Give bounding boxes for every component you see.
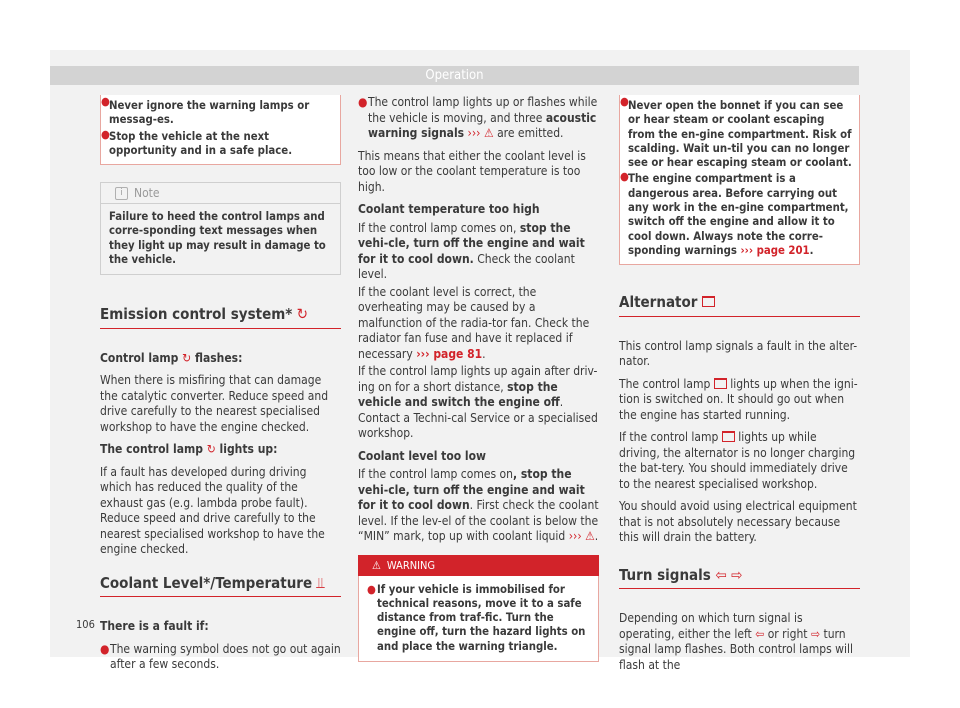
paragraph: If the control lamp comes on, stop the vehi-cle, turn off the engine and wait for it to cool down. Check the coolant level. — [358, 220, 585, 281]
cross-ref-arrows: ››› — [568, 529, 582, 543]
warning-triangle-icon: ⚠ — [483, 126, 494, 140]
engine-lamp-icon: ↻ — [206, 442, 216, 457]
turn-signal-icon: ⇦ ⇨ — [715, 565, 743, 584]
paragraph: If the control lamp lights up again after driv-ing on for a short distance, stop the vehicle and switch the engine off. Contact a Techni-cal Service or a specialised workshop. — [358, 364, 598, 440]
cross-ref-arrows: ››› — [467, 126, 481, 140]
subheading: The control lamp ↻ lights up: — [100, 442, 278, 457]
note-body: Failure to heed the control lamps and corre-sponding text messages when they light up may result in damage to the vehicle. — [109, 210, 326, 267]
paragraph: If a fault has developed during driving which has reduced the quality of the exhaust gas (e.g. lambda probe fault). Reduce speed and drive carefully to the nearest specialised workshop to have the engine checked. — [100, 464, 325, 557]
right-arrow-icon: ⇨ — [810, 626, 821, 641]
warning-bullet: ● Never open the bonnet if you can see or hear steam or coolant escaping from the en-gine compartment. Risk of scalding. Wait un-til you can no longer see or hear escaping steam or coolant. — [620, 95, 852, 170]
warning-body: ● If your vehicle is immobilised for technical reasons, move it to a safe distance from traf-fic. Turn the engine off, turn the hazard lights on and place the warning triangle. — [358, 576, 599, 662]
column-2 — [358, 95, 599, 662]
page-ref-link[interactable]: ››› page 81 — [416, 346, 483, 361]
warning-triangle-icon: ⚠ — [585, 529, 595, 543]
warning-bullet: ● Stop the vehicle at the next opportunity and in a safe place. — [101, 127, 293, 157]
engine-lamp-icon: ↻ — [292, 305, 308, 324]
column-1 — [100, 95, 341, 673]
coolant-section — [100, 573, 341, 673]
page-header: Operation — [50, 66, 859, 85]
section-heading: Coolant Level*/Temperature ⫫ — [100, 576, 341, 598]
column-3 — [619, 95, 860, 680]
paragraph: The control lamp lights up when the igni-tion is switched on. It should go out when the engine has started running. — [619, 376, 858, 422]
section-heading: Emission control system* ↻ — [100, 307, 341, 329]
paragraph: This means that either the coolant level is too low or the coolant temperature is too high. — [358, 148, 586, 194]
section-heading: Turn signals ⇦ ⇨ — [619, 568, 860, 590]
paragraph: If the control lamp comes on, stop the vehi-cle, turn off the engine and wait for it to cool down. First check the coolant level. If the lev-el of the coolant is below the “MIN” mark, top up with coolant liquid ››› ⚠. — [358, 467, 599, 543]
paragraph: Depending on which turn signal is operating, either the left ⇦ or right ⇨ turn signal lamp flashes. Both control lamps will flash at the — [619, 611, 853, 672]
coolant-temperature-icon: ⫫ — [312, 573, 325, 592]
battery-icon — [714, 378, 727, 389]
bullet: ● The warning symbol does not go out again after a few seconds. — [100, 641, 341, 672]
subheading: Control lamp ↻ flashes: — [100, 350, 243, 365]
paragraph: When there is misfiring that can damage the catalytic converter. Reduce speed and drive carefully to the nearest specialised workshop to have the engine checked. — [100, 373, 329, 434]
warning-continuation-box — [100, 95, 341, 165]
subheading: Coolant temperature too high — [358, 202, 540, 216]
left-arrow-icon: ⇦ — [755, 626, 765, 641]
turn-signals-section — [619, 565, 860, 674]
warning-box — [358, 555, 599, 662]
warning-continuation-box — [619, 95, 860, 265]
bullet: ● The control lamp lights up or flashes while the vehicle is moving, and three acoustic warning signals ››› ⚠ are emitted. — [358, 95, 598, 140]
subheading: There is a fault if: — [100, 619, 209, 634]
battery-icon — [702, 296, 715, 307]
paragraph: This control lamp signals a fault in the alter-nator. — [619, 338, 858, 369]
engine-lamp-icon: ↻ — [182, 350, 192, 365]
alternator-section — [619, 295, 860, 546]
section-heading: Alternator — [619, 295, 860, 317]
subheading: Coolant level too low — [358, 448, 487, 463]
battery-icon — [722, 431, 735, 442]
warning-bullet: ● Never ignore the warning lamps or messag-es. — [101, 95, 310, 127]
paragraph: If the control lamp lights up while driving, the alternator is no longer charging the bat-tery. You should immediately drive to the nearest specialised workshop. — [619, 430, 856, 491]
note-box — [100, 182, 341, 275]
paragraph: If the coolant level is correct, the overheating may be caused by a malfunction of the radia-tor fan. Check the radiator fan fuse and have it replaced if necessary ››› page 81. — [358, 284, 590, 361]
paragraph: You should avoid using electrical equipment that is not absolutely necessary because this will drain the battery. — [619, 499, 857, 545]
page-number: 106 — [76, 618, 95, 631]
warning-triangle-icon: ⚠ — [372, 558, 381, 572]
info-icon: i — [115, 187, 128, 200]
emission-section — [100, 307, 341, 558]
note-header: i Note — [101, 183, 340, 204]
warning-header: ⚠ WARNING — [358, 555, 599, 576]
page-ref-link[interactable]: ››› page 201 — [740, 243, 810, 257]
warning-bullet: ● The engine compartment is a dangerous area. Before carrying out any work in the en-gine compartment, switch off the engine and allow it to cool down. Always note the corre-sponding warnings ››› page 201. — [620, 170, 849, 257]
